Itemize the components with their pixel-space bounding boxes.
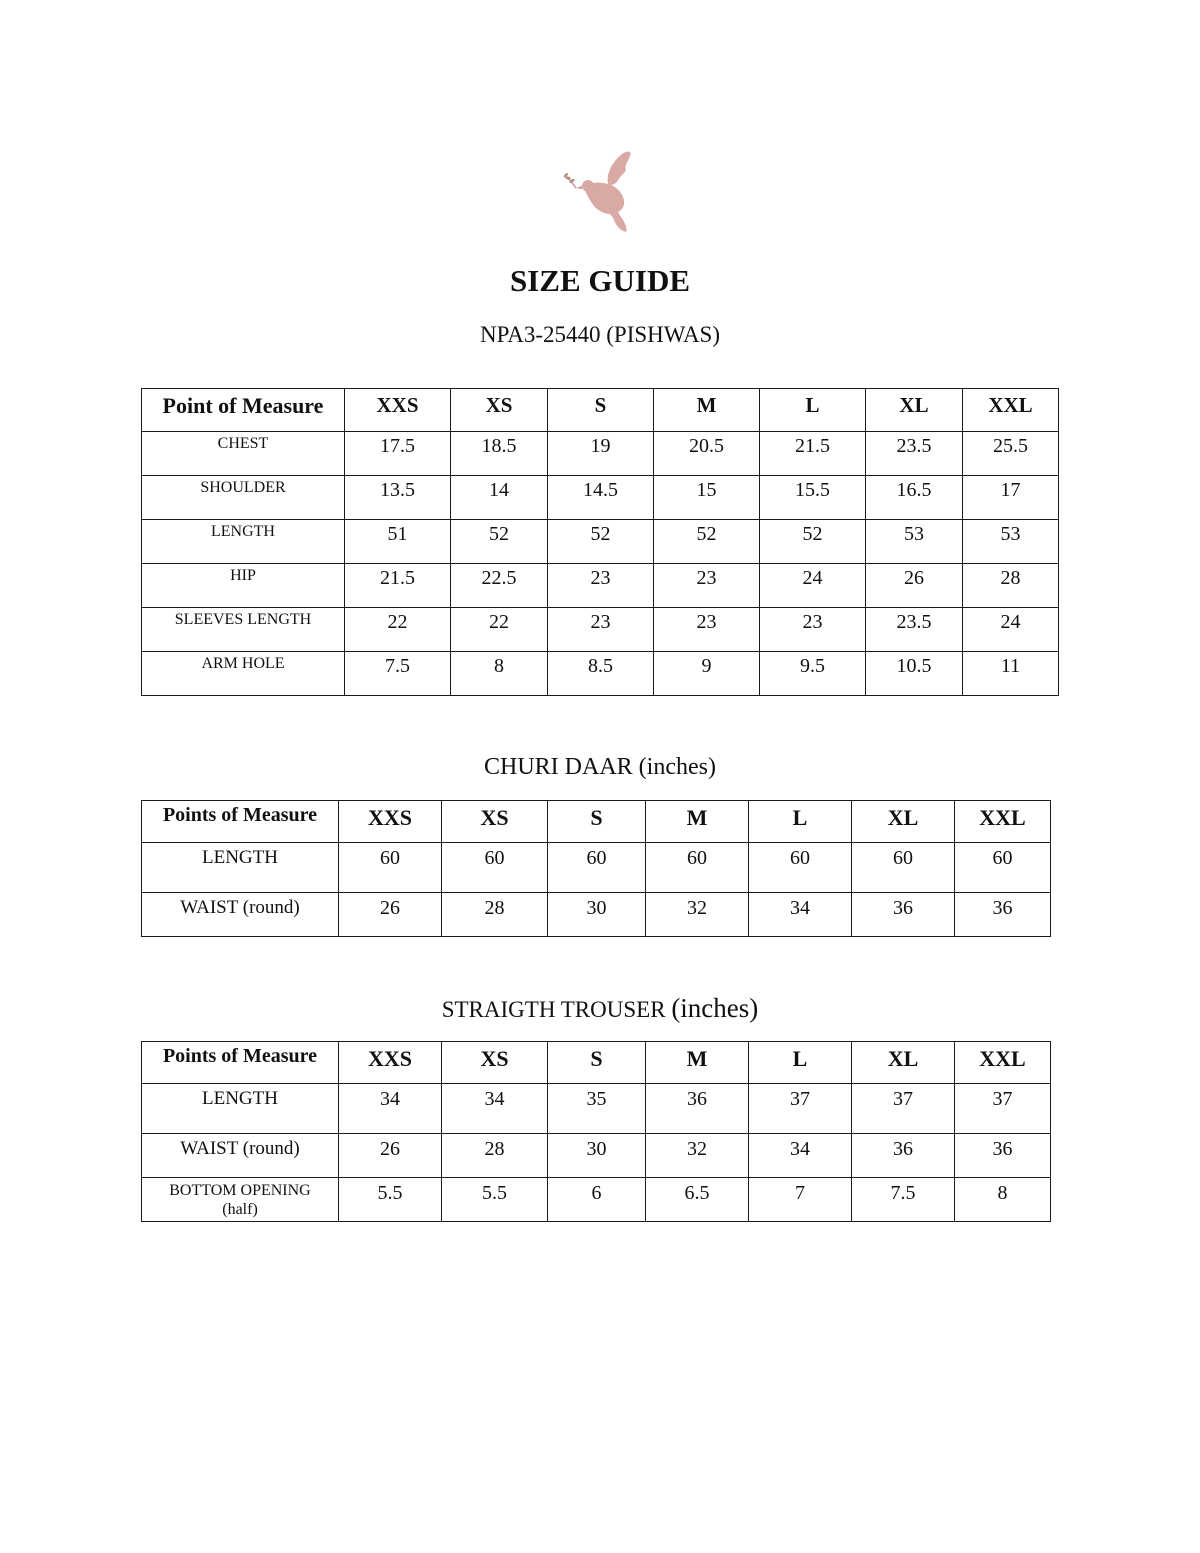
trouser-section-title	[0, 993, 1200, 1025]
table-cell: 52	[548, 520, 654, 564]
table-cell: 24	[963, 608, 1059, 652]
table-cell: 23.5	[866, 608, 963, 652]
table-cell: 5.5	[442, 1178, 548, 1222]
table-cell: 13.5	[345, 476, 451, 520]
header-cell: S	[548, 1042, 646, 1084]
header-cell: L	[749, 1042, 852, 1084]
table-cell: 6.5	[646, 1178, 749, 1222]
table-cell: 26	[339, 1134, 442, 1178]
header-cell: L	[749, 801, 852, 843]
table-cell: 52	[451, 520, 548, 564]
table-cell: 21.5	[760, 432, 866, 476]
trouser-size-table	[141, 1041, 1051, 1222]
row-label: SHOULDER	[142, 476, 345, 520]
table-cell: 34	[749, 893, 852, 937]
table-cell: 20.5	[654, 432, 760, 476]
table-cell: 7.5	[852, 1178, 955, 1222]
row-label: CHEST	[142, 432, 345, 476]
table-cell: 8	[955, 1178, 1051, 1222]
table-cell: 28	[963, 564, 1059, 608]
table-cell: 15	[654, 476, 760, 520]
row-label: WAIST (round)	[142, 1134, 339, 1178]
table-cell: 23	[654, 564, 760, 608]
table-cell: 60	[749, 843, 852, 893]
table-cell: 7.5	[345, 652, 451, 696]
table-cell: 36	[955, 893, 1051, 937]
header-cell: XS	[442, 1042, 548, 1084]
row-label: LENGTH	[142, 1084, 339, 1134]
table-cell: 26	[339, 893, 442, 937]
table-cell: 26	[866, 564, 963, 608]
table-cell: 60	[852, 843, 955, 893]
header-cell: XL	[866, 389, 963, 432]
table-cell: 25.5	[963, 432, 1059, 476]
trouser-title-text: STRAIGTH TROUSER	[441, 997, 672, 1022]
header-cell: XL	[852, 1042, 955, 1084]
table-cell: 8.5	[548, 652, 654, 696]
row-label: HIP	[142, 564, 345, 608]
table-cell: 15.5	[760, 476, 866, 520]
table-cell: 35	[548, 1084, 646, 1134]
trouser-title-unit: (inches)	[671, 993, 759, 1023]
table-row	[142, 1084, 1051, 1134]
table-cell: 53	[963, 520, 1059, 564]
header-cell: XS	[451, 389, 548, 432]
table-cell: 16.5	[866, 476, 963, 520]
header-cell: S	[548, 801, 646, 843]
header-cell: Points of Measure	[142, 1042, 339, 1084]
dove-with-olive-branch-icon	[562, 148, 638, 234]
table-cell: 23	[548, 608, 654, 652]
header-cell: XXL	[963, 389, 1059, 432]
table-cell: 9.5	[760, 652, 866, 696]
table-cell: 28	[442, 1134, 548, 1178]
table-cell: 23	[548, 564, 654, 608]
table-cell: 11	[963, 652, 1059, 696]
table-cell: 60	[339, 843, 442, 893]
header-cell: XXS	[345, 389, 451, 432]
table-cell: 32	[646, 1134, 749, 1178]
table-cell: 22	[345, 608, 451, 652]
header-cell: XXL	[955, 1042, 1051, 1084]
header-cell: Points of Measure	[142, 801, 339, 843]
table-cell: 28	[442, 893, 548, 937]
table-header-row	[142, 1042, 1051, 1084]
table-cell: 30	[548, 1134, 646, 1178]
table-cell: 30	[548, 893, 646, 937]
table-cell: 60	[646, 843, 749, 893]
table-cell: 36	[852, 893, 955, 937]
table-cell: 53	[866, 520, 963, 564]
header-cell: XXS	[339, 1042, 442, 1084]
table-cell: 6	[548, 1178, 646, 1222]
table-cell: 37	[749, 1084, 852, 1134]
table-header-row	[142, 389, 1059, 432]
table-cell: 34	[339, 1084, 442, 1134]
table-cell: 21.5	[345, 564, 451, 608]
table-header-row	[142, 801, 1051, 843]
table-cell: 22	[451, 608, 548, 652]
table-cell: 22.5	[451, 564, 548, 608]
header-cell: L	[760, 389, 866, 432]
table-cell: 14.5	[548, 476, 654, 520]
table-cell: 9	[654, 652, 760, 696]
row-label: ARM HOLE	[142, 652, 345, 696]
table-cell: 37	[852, 1084, 955, 1134]
table-cell: 24	[760, 564, 866, 608]
header-cell: Point of Measure	[142, 389, 345, 432]
table-cell: 23.5	[866, 432, 963, 476]
header-cell: S	[548, 389, 654, 432]
table-cell: 7	[749, 1178, 852, 1222]
row-label-main: BOTTOM OPENING	[169, 1182, 311, 1199]
table-cell: 17	[963, 476, 1059, 520]
product-code: NPA3-25440 (PISHWAS)	[479, 322, 721, 347]
table-cell: 60	[548, 843, 646, 893]
table-row	[142, 476, 1059, 520]
row-label: LENGTH	[142, 520, 345, 564]
row-label-sub: (half)	[222, 1201, 258, 1218]
table-cell: 34	[442, 1084, 548, 1134]
main-size-table	[141, 388, 1059, 696]
table-cell: 17.5	[345, 432, 451, 476]
table-cell: 8	[451, 652, 548, 696]
header-cell: XXS	[339, 801, 442, 843]
table-row	[142, 1178, 1051, 1222]
header-cell: M	[654, 389, 760, 432]
table-row	[142, 520, 1059, 564]
table-row	[142, 608, 1059, 652]
table-cell: 5.5	[339, 1178, 442, 1222]
churidaar-section-title: CHURI DAAR (inches)	[484, 754, 716, 780]
table-cell: 37	[955, 1084, 1051, 1134]
table-cell: 23	[654, 608, 760, 652]
table-cell: 51	[345, 520, 451, 564]
header-cell: XXL	[955, 801, 1051, 843]
table-cell: 32	[646, 893, 749, 937]
table-row	[142, 893, 1051, 937]
table-cell: 23	[760, 608, 866, 652]
table-cell: 19	[548, 432, 654, 476]
table-cell: 52	[760, 520, 866, 564]
header-cell: XS	[442, 801, 548, 843]
table-cell: 36	[955, 1134, 1051, 1178]
table-cell: 36	[852, 1134, 955, 1178]
table-row	[142, 1134, 1051, 1178]
table-cell: 18.5	[451, 432, 548, 476]
row-label: SLEEVES LENGTH	[142, 608, 345, 652]
churidaar-size-table	[141, 800, 1051, 937]
table-cell: 60	[955, 843, 1051, 893]
header-cell: M	[646, 801, 749, 843]
header-cell: XL	[852, 801, 955, 843]
table-cell: 14	[451, 476, 548, 520]
table-row	[142, 432, 1059, 476]
table-cell: 10.5	[866, 652, 963, 696]
table-row	[142, 564, 1059, 608]
row-label: LENGTH	[142, 843, 339, 893]
row-label	[142, 1178, 339, 1222]
page-title: SIZE GUIDE	[509, 263, 691, 298]
table-cell: 34	[749, 1134, 852, 1178]
header-cell: M	[646, 1042, 749, 1084]
table-cell: 60	[442, 843, 548, 893]
row-label: WAIST (round)	[142, 893, 339, 937]
table-row	[142, 652, 1059, 696]
table-row	[142, 843, 1051, 893]
table-cell: 52	[654, 520, 760, 564]
table-cell: 36	[646, 1084, 749, 1134]
